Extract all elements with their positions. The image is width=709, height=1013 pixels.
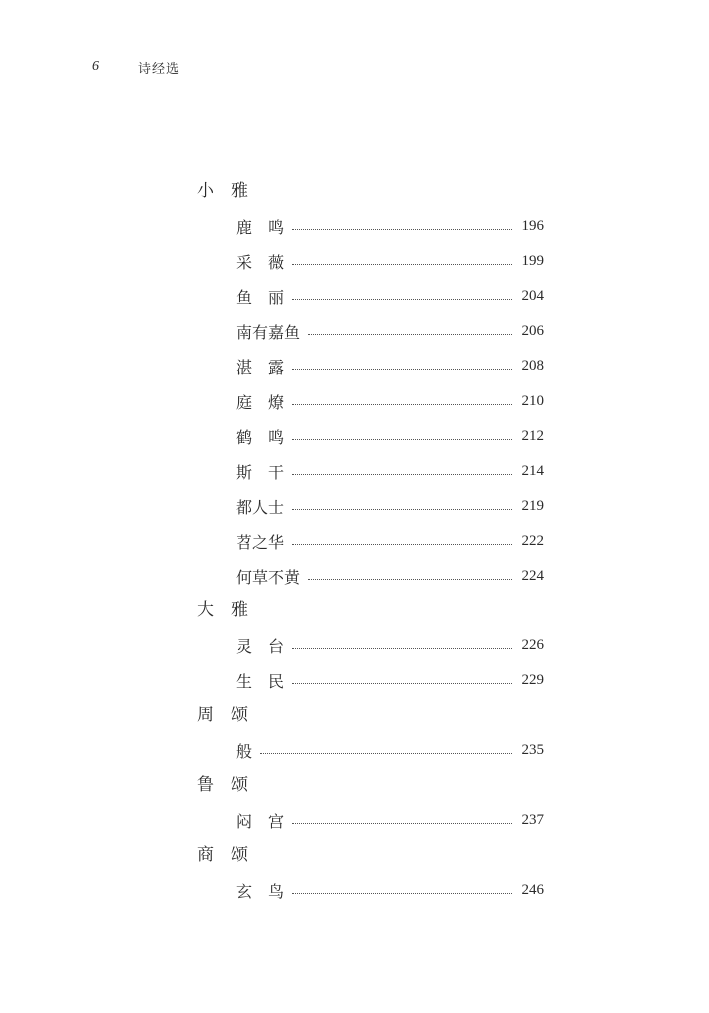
- dot-leader: [292, 648, 512, 649]
- toc-section-title: 鲁 颂: [197, 775, 248, 795]
- toc-entry-page: 214: [521, 462, 544, 479]
- toc-entry-page: 222: [521, 532, 544, 549]
- dot-leader: [292, 683, 512, 684]
- toc-entry[interactable]: [236, 528, 544, 554]
- toc-entry-title: 般: [236, 741, 253, 761]
- toc-entry[interactable]: [236, 458, 544, 484]
- toc-entry-page: 235: [521, 741, 544, 758]
- toc-entry[interactable]: [236, 493, 544, 519]
- toc-entry-title: 都人士: [236, 497, 285, 517]
- toc-entry-page: 206: [521, 322, 544, 339]
- toc-entry-title: 灵 台: [236, 636, 285, 656]
- toc-entry-page: 219: [521, 497, 544, 514]
- toc-entry[interactable]: [236, 563, 544, 589]
- dot-leader: [260, 753, 512, 754]
- dot-leader: [292, 404, 512, 405]
- toc-entry-page: 212: [521, 427, 544, 444]
- toc-entry-page: 196: [521, 217, 544, 234]
- toc-entry[interactable]: [236, 667, 544, 693]
- toc-entry[interactable]: [236, 283, 544, 309]
- toc-entry-page: 210: [521, 392, 544, 409]
- toc-entry-page: 199: [521, 252, 544, 269]
- toc-entry-title: 何草不黄: [236, 567, 301, 587]
- toc-entry-page: 246: [521, 881, 544, 898]
- book-title: 诗经选: [138, 61, 181, 77]
- dot-leader: [292, 439, 512, 440]
- toc-entry[interactable]: [236, 877, 544, 903]
- dot-leader: [308, 579, 512, 580]
- toc-entry[interactable]: [236, 213, 544, 239]
- toc-entry[interactable]: [236, 807, 544, 833]
- toc-entry-title: 鹿 鸣: [236, 217, 285, 237]
- toc-section-title: 周 颂: [197, 705, 248, 725]
- toc-entry[interactable]: [236, 388, 544, 414]
- running-header: [92, 57, 180, 77]
- toc-entry[interactable]: [236, 423, 544, 449]
- dot-leader: [292, 509, 512, 510]
- toc-entry-title: 鹤 鸣: [236, 427, 285, 447]
- dot-leader: [292, 893, 512, 894]
- toc-section-title: 小 雅: [197, 181, 248, 201]
- dot-leader: [292, 264, 512, 265]
- toc-entry-title: 生 民: [236, 671, 285, 691]
- toc-entry-title: 南有嘉鱼: [236, 322, 301, 342]
- dot-leader: [292, 823, 512, 824]
- toc-entry-page: 229: [521, 671, 544, 688]
- toc-entry-title: 庭 燎: [236, 392, 285, 412]
- dot-leader: [292, 229, 512, 230]
- toc-entry-title: 湛 露: [236, 357, 285, 377]
- toc-section-title: 商 颂: [197, 845, 248, 865]
- toc-entry[interactable]: [236, 248, 544, 274]
- toc-entry-title: 鱼 丽: [236, 287, 285, 307]
- toc-entry[interactable]: [236, 353, 544, 379]
- dot-leader: [292, 369, 512, 370]
- toc-entry-title: 闷 宫: [236, 811, 285, 831]
- toc-entry-title: 玄 鸟: [236, 881, 285, 901]
- page-number: 6: [92, 59, 99, 74]
- dot-leader: [292, 544, 512, 545]
- toc-entry[interactable]: [236, 318, 544, 344]
- toc-entry-title: 采 薇: [236, 252, 285, 272]
- toc-entry-title: 斯 干: [236, 462, 285, 482]
- toc-entry-page: 237: [521, 811, 544, 828]
- toc-entry-page: 208: [521, 357, 544, 374]
- toc-entry[interactable]: [236, 632, 544, 658]
- toc-section-title: 大 雅: [197, 600, 248, 620]
- dot-leader: [292, 474, 512, 475]
- toc-entry-page: 226: [521, 636, 544, 653]
- dot-leader: [292, 299, 512, 300]
- toc-entry-title: 苕之华: [236, 532, 285, 552]
- toc-entry-page: 224: [521, 567, 544, 584]
- toc-entry-page: 204: [521, 287, 544, 304]
- dot-leader: [308, 334, 512, 335]
- toc-entry[interactable]: [236, 737, 544, 763]
